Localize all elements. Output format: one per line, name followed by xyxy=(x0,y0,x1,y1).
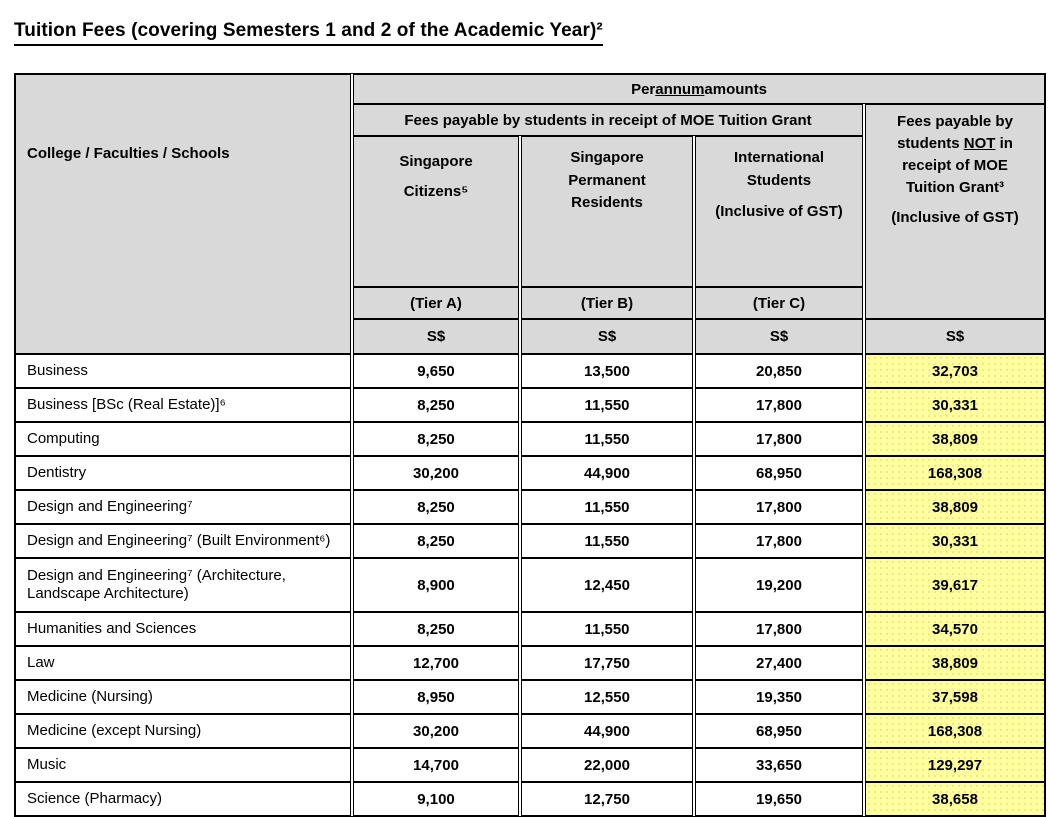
fee-no-grant: 168,308 xyxy=(865,714,1045,748)
fee-tier-c: 17,800 xyxy=(695,422,863,456)
fee-tier-b: 12,450 xyxy=(521,558,693,612)
tier-b-label: (Tier B) xyxy=(521,287,693,319)
fee-tier-b: 13,500 xyxy=(521,354,693,388)
header-line: Permanent xyxy=(568,171,646,189)
per-annum-post: amounts xyxy=(704,80,767,98)
fee-tier-a: 8,250 xyxy=(353,388,519,422)
fee-no-grant: 30,331 xyxy=(865,388,1045,422)
fee-tier-c: 19,200 xyxy=(695,558,863,612)
fee-no-grant: 129,297 xyxy=(865,748,1045,782)
column-header-international xyxy=(695,136,863,287)
fee-tier-a: 8,900 xyxy=(353,558,519,612)
per-annum-header xyxy=(353,74,1045,104)
fee-tier-a: 30,200 xyxy=(353,714,519,748)
tier-a-label: (Tier A) xyxy=(353,287,519,319)
fee-no-grant: 32,703 xyxy=(865,354,1045,388)
fee-tier-b: 22,000 xyxy=(521,748,693,782)
no-grant-gst-note: (Inclusive of GST) xyxy=(891,209,1019,227)
fee-tier-b: 12,550 xyxy=(521,680,693,714)
per-annum-underlined: annum xyxy=(655,80,705,98)
currency-label-no-grant: S$ xyxy=(865,319,1045,354)
fee-tier-a: 8,250 xyxy=(353,524,519,558)
per-annum-pre: Per xyxy=(631,80,656,98)
page-title: Tuition Fees (covering Semesters 1 and 2 of the Academic Year)² xyxy=(14,20,603,46)
row-label: Design and Engineering⁷ (Built Environment⁶) xyxy=(15,524,351,558)
fee-tier-a: 14,700 xyxy=(353,748,519,782)
header-line: International xyxy=(733,149,824,167)
fee-tier-a: 8,950 xyxy=(353,680,519,714)
fee-no-grant: 37,598 xyxy=(865,680,1045,714)
header-line: Residents xyxy=(571,194,643,212)
fee-tier-c: 68,950 xyxy=(695,714,863,748)
fee-no-grant: 38,809 xyxy=(865,422,1045,456)
header-line: Students xyxy=(746,171,812,189)
header-line: Singapore xyxy=(399,153,473,171)
header-line: Citizens⁵ xyxy=(403,182,469,200)
fee-tier-b: 11,550 xyxy=(521,524,693,558)
fee-tier-b: 11,550 xyxy=(521,388,693,422)
fee-no-grant: 30,331 xyxy=(865,524,1045,558)
international-gst-note: (Inclusive of GST) xyxy=(715,203,843,221)
no-grant-header-text xyxy=(876,111,1034,198)
no-grant-post: in receipt of MOE Tuition Grant³ xyxy=(902,135,1013,196)
fee-tier-b: 11,550 xyxy=(521,490,693,524)
fee-no-grant: 38,809 xyxy=(865,490,1045,524)
fee-no-grant: 38,809 xyxy=(865,646,1045,680)
row-label: Design and Engineering⁷ (Architecture, Landscape Architecture) xyxy=(15,558,351,612)
column-header-singapore-citizens xyxy=(353,136,519,287)
fee-tier-a: 30,200 xyxy=(353,456,519,490)
fee-tier-a: 12,700 xyxy=(353,646,519,680)
fee-tier-b: 12,750 xyxy=(521,782,693,816)
fee-tier-c: 17,800 xyxy=(695,524,863,558)
fee-no-grant: 168,308 xyxy=(865,456,1045,490)
fee-tier-a: 9,100 xyxy=(353,782,519,816)
fee-tier-b: 11,550 xyxy=(521,612,693,646)
fee-tier-c: 19,650 xyxy=(695,782,863,816)
fee-no-grant: 38,658 xyxy=(865,782,1045,816)
fee-tier-c: 17,800 xyxy=(695,388,863,422)
currency-label-tier-c: S$ xyxy=(695,319,863,354)
row-label: Medicine (Nursing) xyxy=(15,680,351,714)
row-label: Dentistry xyxy=(15,456,351,490)
no-grant-header xyxy=(865,104,1045,319)
no-grant-underlined: NOT xyxy=(963,135,996,153)
row-label: Design and Engineering⁷ xyxy=(15,490,351,524)
row-label: Music xyxy=(15,748,351,782)
fee-tier-a: 8,250 xyxy=(353,490,519,524)
tuition-fees-table xyxy=(14,73,1046,817)
tier-c-label: (Tier C) xyxy=(695,287,863,319)
fee-tier-a: 8,250 xyxy=(353,422,519,456)
fee-tier-a: 9,650 xyxy=(353,354,519,388)
row-label: Business xyxy=(15,354,351,388)
fee-tier-b: 17,750 xyxy=(521,646,693,680)
fee-tier-b: 44,900 xyxy=(521,714,693,748)
row-label: Science (Pharmacy) xyxy=(15,782,351,816)
no-grant-pre: Fees payable by students xyxy=(897,113,1013,153)
fee-tier-c: 17,800 xyxy=(695,612,863,646)
fee-tier-c: 27,400 xyxy=(695,646,863,680)
currency-label-tier-b: S$ xyxy=(521,319,693,354)
fee-tier-c: 20,850 xyxy=(695,354,863,388)
row-label: Business [BSc (Real Estate)]⁶ xyxy=(15,388,351,422)
header-line: Singapore xyxy=(570,149,644,167)
row-label: Computing xyxy=(15,422,351,456)
moe-grant-header: Fees payable by students in receipt of MOE Tuition Grant xyxy=(353,104,863,136)
row-label: Medicine (except Nursing) xyxy=(15,714,351,748)
row-label: Law xyxy=(15,646,351,680)
fee-tier-b: 44,900 xyxy=(521,456,693,490)
fee-tier-c: 33,650 xyxy=(695,748,863,782)
college-faculties-header: College / Faculties / Schools xyxy=(15,74,351,354)
fee-tier-b: 11,550 xyxy=(521,422,693,456)
column-header-singapore-pr xyxy=(521,136,693,287)
fee-tier-c: 68,950 xyxy=(695,456,863,490)
fee-no-grant: 34,570 xyxy=(865,612,1045,646)
fee-tier-a: 8,250 xyxy=(353,612,519,646)
fee-tier-c: 19,350 xyxy=(695,680,863,714)
currency-label-tier-a: S$ xyxy=(353,319,519,354)
fee-tier-c: 17,800 xyxy=(695,490,863,524)
fee-no-grant: 39,617 xyxy=(865,558,1045,612)
row-label: Humanities and Sciences xyxy=(15,612,351,646)
